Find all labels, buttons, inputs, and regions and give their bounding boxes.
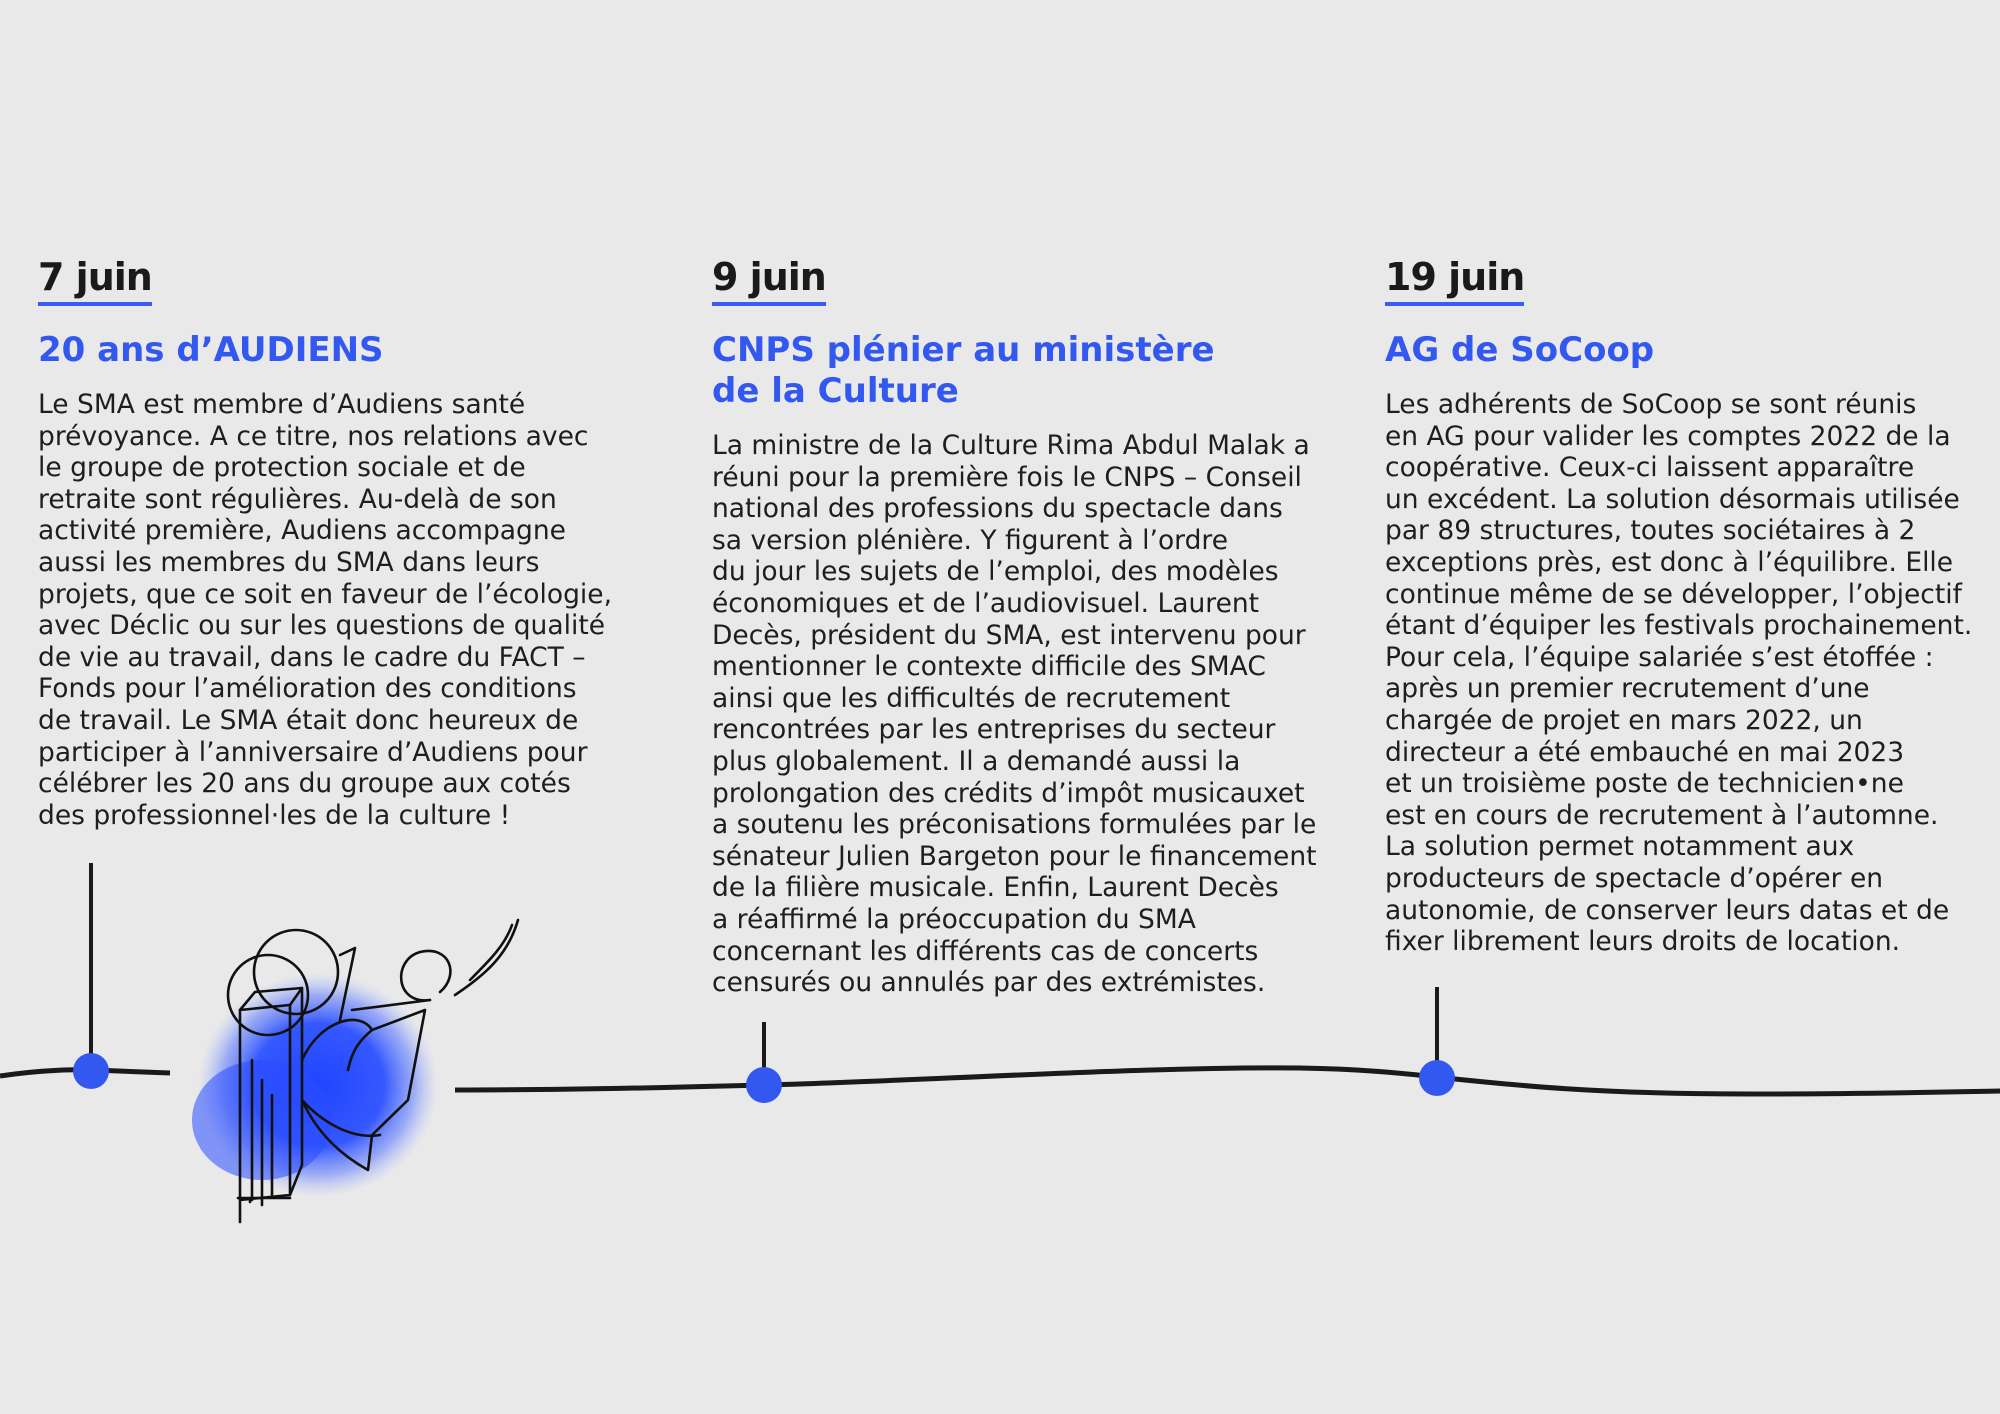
body-line: Fonds pour l’amélioration des conditions bbox=[38, 673, 577, 705]
event-title bbox=[1385, 330, 1995, 371]
body-line: a réaffirmé la préoccupation du SMA bbox=[712, 903, 1196, 935]
body-line: économiques et de l’audiovisuel. Laurent bbox=[712, 587, 1260, 619]
event-title bbox=[38, 330, 678, 371]
event-date: 19 juin bbox=[1385, 258, 1524, 306]
body-line: Les adhérents de SoCoop se sont réunis bbox=[1385, 389, 1917, 420]
body-line: sa version plénière. Y figurent à l’ordre bbox=[712, 524, 1229, 556]
event-body bbox=[1385, 389, 1995, 958]
body-line: projets, que ce soit en faveur de l’écologie, bbox=[38, 578, 612, 610]
body-line: de la filière musicale. Enfin, Laurent Decès bbox=[712, 872, 1279, 904]
body-line: prolongation des crédits d’impôt musicauxet bbox=[712, 777, 1305, 809]
body-line: aussi les membres du SMA dans leurs bbox=[38, 546, 540, 578]
body-line: Le SMA est membre d’Audiens santé bbox=[38, 389, 526, 420]
event-title-line: AG de SoCoop bbox=[1385, 330, 1655, 370]
body-line: a soutenu les préconisations formulées par le bbox=[712, 809, 1317, 841]
body-line: mentionner le contexte difficile des SMAC bbox=[712, 651, 1266, 683]
body-line: prévoyance. A ce titre, nos relations avec bbox=[38, 420, 589, 452]
body-line: en AG pour valider les comptes 2022 de la bbox=[1385, 420, 1951, 452]
body-line: plus globalement. Il a demandé aussi la bbox=[712, 745, 1241, 777]
body-line: continue même de se développer, l’objectif bbox=[1385, 578, 1962, 610]
body-line: censurés ou annulés par des extrémistes. bbox=[712, 967, 1266, 999]
event-title-line: CNPS plénier au ministère bbox=[712, 330, 1215, 370]
body-line: participer à l’anniversaire d’Audiens pour bbox=[38, 736, 588, 768]
body-line: étant d’équiper les festivals prochainement. bbox=[1385, 610, 1973, 642]
timeline-dot-1 bbox=[73, 1053, 109, 1089]
abstract-musician-icon bbox=[192, 920, 518, 1222]
body-line: Decès, président du SMA, est intervenu pour bbox=[712, 619, 1306, 651]
event-title bbox=[712, 330, 1352, 412]
body-line: de vie au travail, dans le cadre du FACT – bbox=[38, 641, 586, 673]
body-line: est en cours de recrutement à l’automne. bbox=[1385, 799, 1939, 831]
body-line: concernant les différents cas de concerts bbox=[712, 935, 1259, 967]
body-line: réuni pour la première fois le CNPS – Conseil bbox=[712, 461, 1302, 493]
body-line: le groupe de protection sociale et de bbox=[38, 452, 526, 484]
body-line: autonomie, de conserver leurs datas et de bbox=[1385, 894, 1950, 926]
body-line: fixer librement leurs droits de location. bbox=[1385, 926, 1901, 958]
body-line: de travail. Le SMA était donc heureux de bbox=[38, 704, 579, 736]
event-body bbox=[712, 430, 1352, 999]
event-9-juin bbox=[712, 255, 1352, 999]
body-line: activité première, Audiens accompagne bbox=[38, 515, 566, 547]
body-line: par 89 structures, toutes sociétaires à 2 bbox=[1385, 515, 1916, 547]
body-line: après un premier recrutement d’une bbox=[1385, 673, 1870, 705]
body-line: ainsi que les difficultés de recrutement bbox=[712, 682, 1231, 714]
event-title-line: 20 ans d’AUDIENS bbox=[38, 330, 384, 370]
body-line: La solution permet notamment aux bbox=[1385, 831, 1855, 863]
event-19-juin bbox=[1385, 255, 1995, 958]
body-line: et un troisième poste de technicien•ne bbox=[1385, 768, 1904, 800]
event-body bbox=[38, 389, 678, 831]
event-title-line: de la Culture bbox=[712, 371, 959, 411]
body-line: coopérative. Ceux-ci laissent apparaître bbox=[1385, 452, 1915, 484]
event-date: 7 juin bbox=[38, 258, 152, 306]
event-7-juin bbox=[38, 255, 678, 831]
body-line: un excédent. La solution désormais utilisée bbox=[1385, 483, 1960, 515]
timeline-dot-2 bbox=[746, 1067, 782, 1103]
body-line: producteurs de spectacle d’opérer en bbox=[1385, 862, 1884, 894]
body-line: chargée de projet en mars 2022, un bbox=[1385, 704, 1863, 736]
event-date: 9 juin bbox=[712, 258, 826, 306]
body-line: exceptions près, est donc à l’équilibre. Elle bbox=[1385, 546, 1954, 578]
body-line: national des professions du spectacle dans bbox=[712, 493, 1283, 525]
body-line: rencontrées par les entreprises du secteur bbox=[712, 714, 1276, 746]
body-line: sénateur Julien Bargeton pour le financement bbox=[712, 840, 1317, 872]
body-line: avec Déclic ou sur les questions de qualité bbox=[38, 610, 606, 642]
body-line: retraite sont régulières. Au-delà de son bbox=[38, 483, 557, 515]
body-line: des professionnel·les de la culture ! bbox=[38, 799, 511, 831]
body-line: Pour cela, l’équipe salariée s’est étoffée : bbox=[1385, 641, 1934, 673]
body-line: célébrer les 20 ans du groupe aux cotés bbox=[38, 768, 571, 800]
body-line: du jour les sujets de l’emploi, des modèles bbox=[712, 556, 1279, 588]
timeline-dot-3 bbox=[1419, 1060, 1455, 1096]
body-line: directeur a été embauché en mai 2023 bbox=[1385, 736, 1905, 768]
timeline-line-main bbox=[455, 1068, 2000, 1094]
body-line: La ministre de la Culture Rima Abdul Malak a bbox=[712, 430, 1310, 461]
